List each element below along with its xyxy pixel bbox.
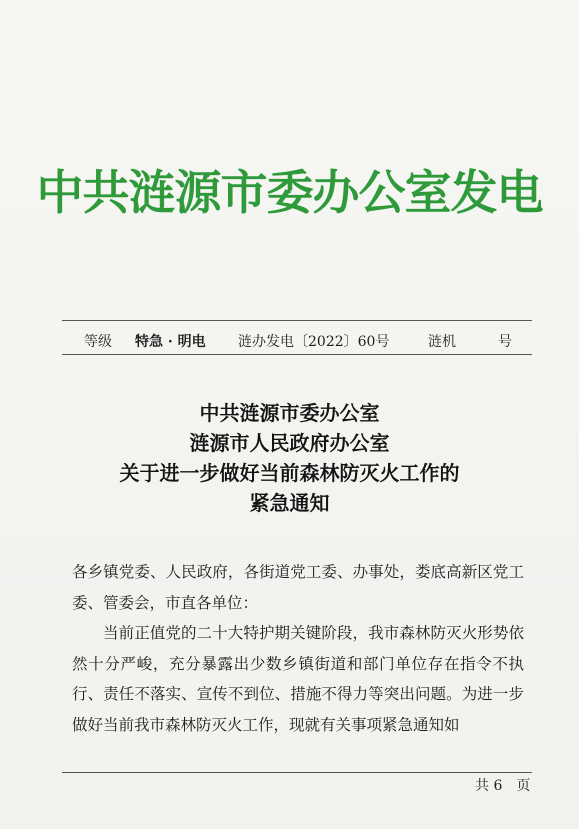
title-line-2: 涟源市人民政府办公室 xyxy=(189,431,390,455)
document-title xyxy=(0,398,579,518)
machine-label: 涟机 xyxy=(428,334,456,350)
telegram-header-title: 中共涟源市委办公室发电 xyxy=(36,166,543,221)
meta-bottom-rule xyxy=(62,354,532,355)
meta-row xyxy=(62,331,532,353)
page-count: 共 6 页 xyxy=(475,778,531,794)
footer-rule xyxy=(62,772,532,773)
title-line-4: 紧急通知 xyxy=(249,491,330,515)
urgency-level: 特急 · 明电 xyxy=(135,334,206,350)
document-body xyxy=(72,557,524,740)
title-line-3: 关于进一步做好当前森林防灭火工作的 xyxy=(119,461,460,485)
number-label: 号 xyxy=(498,334,512,350)
meta-top-rule xyxy=(62,320,532,321)
addressees-paragraph: 各乡镇党委、人民政府，各街道党工委、办事处，娄底高新区党工委、管委会，市直各单位： xyxy=(72,563,524,612)
document-number: 涟办发电〔2022〕60号 xyxy=(238,334,390,350)
body-paragraph: 当前正值党的二十大特护期关键阶段，我市森林防灭火形势依然十分严峻，充分暴露出少数乡镇街道和部门单位存在指令不执行、责任不落实、宣传不到位、措施不得力等突出问题。为进一步做好当前我市森林防灭火工作，现就有关事项紧急通知如 xyxy=(72,624,524,734)
grade-label: 等级 xyxy=(84,334,112,350)
title-line-1: 中共涟源市委办公室 xyxy=(199,401,380,425)
